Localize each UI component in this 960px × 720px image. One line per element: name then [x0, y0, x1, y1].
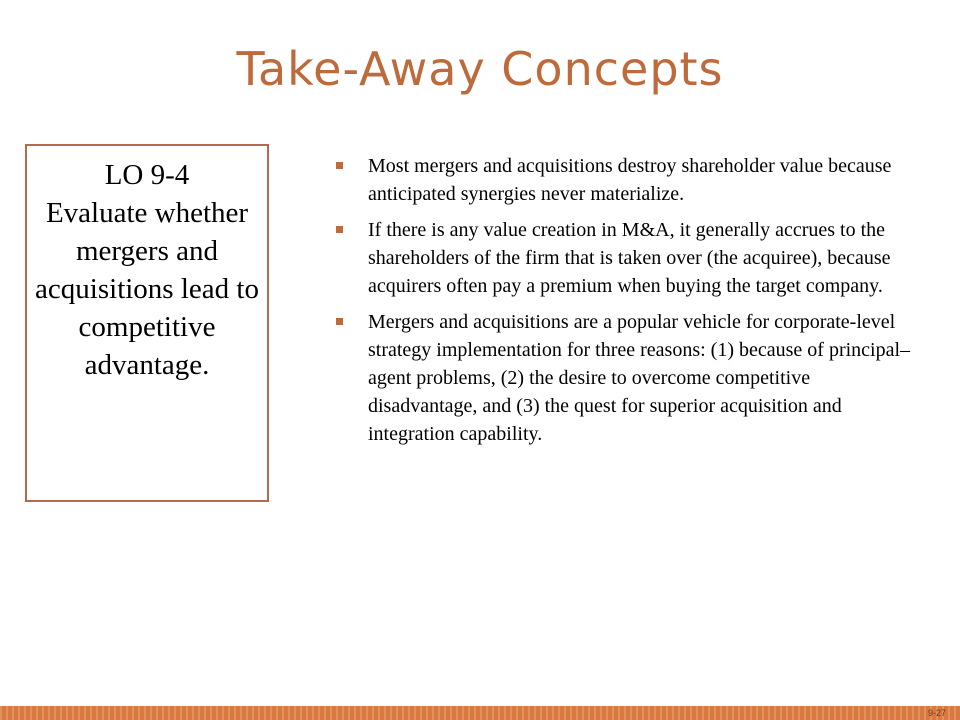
learning-objective-text: Evaluate whether mergers and acquisitions lead to competitive advantage.	[35, 197, 259, 381]
bullet-text: If there is any value creation in M&A, it generally accrues to the shareholders of the firm that is taken over (the acquiree), because acquirers often pay a premium when buying the target company.	[368, 219, 891, 297]
list-item	[330, 308, 915, 448]
learning-objective-box	[25, 144, 269, 502]
square-bullet-icon	[336, 162, 343, 169]
learning-objective-code: LO 9-4	[104, 159, 190, 191]
page-number: 9-27	[927, 708, 946, 718]
bullet-text: Most mergers and acquisitions destroy shareholder value because anticipated synergies never materialize.	[368, 155, 892, 205]
list-item	[330, 152, 915, 208]
takeaway-list	[330, 152, 915, 456]
footer-bar	[0, 706, 960, 720]
slide-title: Take-Away Concepts	[236, 42, 724, 96]
square-bullet-icon	[336, 318, 343, 325]
list-item	[330, 216, 915, 300]
bullet-text: Mergers and acquisitions are a popular vehicle for corporate-level strategy implementation for three reasons: (1) because of principal–agent problems, (2) the desire to overcome competitive disadvantage, and (3) the quest for superior acquisition and integration capability.	[368, 311, 911, 445]
square-bullet-icon	[336, 226, 343, 233]
